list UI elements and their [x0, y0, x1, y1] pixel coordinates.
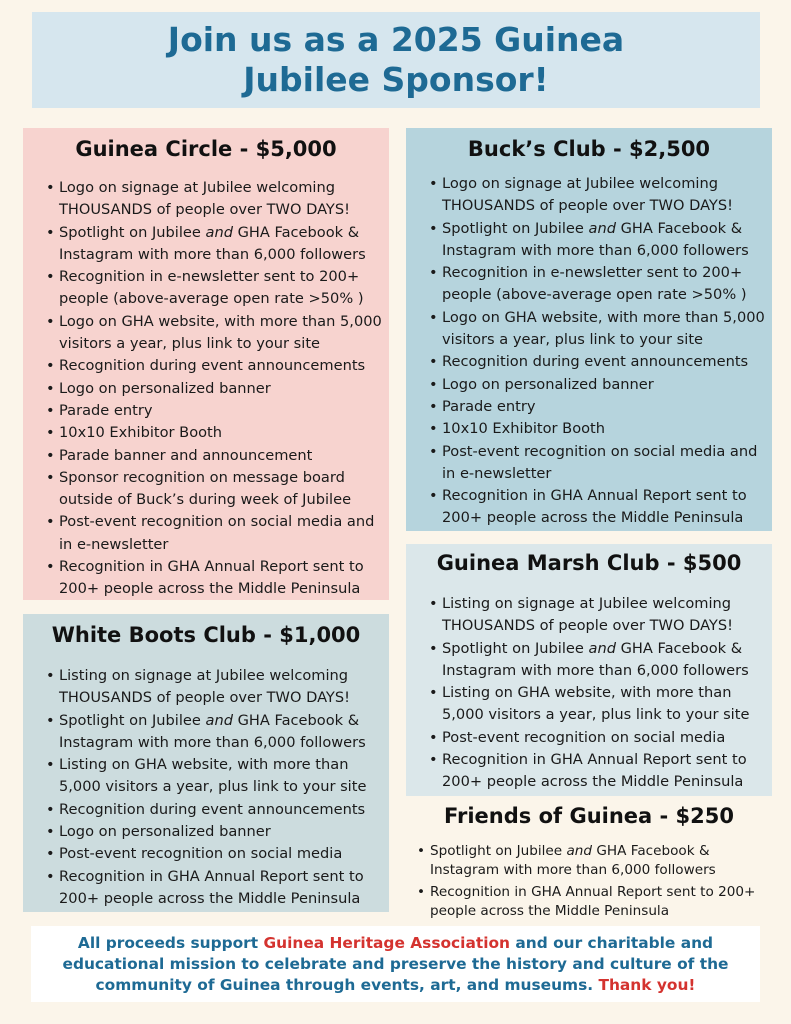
benefit-item: • Listing on GHA website, with more than 5,000 visitors a year, plus link to your site: [59, 754, 389, 799]
benefit-item: • Recognition during event announcements: [59, 799, 389, 821]
benefit-list: [23, 177, 389, 601]
tier-title: Guinea Circle - $5,000: [75, 137, 337, 161]
benefit-item: • 10x10 Exhibitor Booth: [442, 418, 772, 440]
benefit-item: • Listing on signage at Jubilee welcoming THOUSANDS of people over TWO DAYS!: [442, 593, 772, 638]
benefit-item: • Recognition in e-newsletter sent to 200+ people (above-average open rate >50% ): [442, 262, 772, 307]
benefit-item: • Logo on personalized banner: [59, 821, 389, 843]
benefit-item: • Spotlight on Jubilee and GHA Facebook & Instagram with more than 6,000 followers: [430, 842, 772, 880]
benefit-item: • Listing on GHA website, with more than 5,000 visitors a year, plus link to your site: [442, 682, 772, 727]
footer-message: [31, 926, 760, 1002]
benefit-item: • Logo on personalized banner: [59, 378, 389, 400]
benefit-item: • Recognition in GHA Annual Report sent to 200+ people across the Middle Peninsula: [442, 749, 772, 794]
header-banner: [32, 12, 760, 108]
benefit-item: • Listing on signage at Jubilee welcoming THOUSANDS of people over TWO DAYS!: [59, 665, 389, 710]
benefit-item: • Sponsor recognition on message board outside of Buck’s during week of Jubilee: [59, 467, 389, 512]
tier-title: Guinea Marsh Club - $500: [436, 551, 742, 575]
benefit-item: • Parade entry: [442, 396, 772, 418]
benefit-item: • Post-event recognition on social media and in e-newsletter: [442, 441, 772, 486]
benefit-item: • Logo on signage at Jubilee welcoming THOUSANDS of people over TWO DAYS!: [59, 177, 389, 222]
footer-text: [46, 933, 746, 996]
benefit-item: • Post-event recognition on social media: [59, 843, 389, 865]
tier-white-boots-club: [23, 614, 389, 912]
benefit-item: • Recognition during event announcements: [442, 351, 772, 373]
benefit-item: • Post-event recognition on social media: [442, 727, 772, 749]
benefit-item: • Parade banner and announcement: [59, 445, 389, 467]
benefit-item: • Spotlight on Jubilee and GHA Facebook & Instagram with more than 6,000 followers: [59, 222, 389, 267]
thank-you: Thank you!: [598, 975, 696, 994]
benefit-item: • Spotlight on Jubilee and GHA Facebook & Instagram with more than 6,000 followers: [59, 710, 389, 755]
benefit-item: • Logo on signage at Jubilee welcoming THOUSANDS of people over TWO DAYS!: [442, 173, 772, 218]
benefit-item: • Spotlight on Jubilee and GHA Facebook & Instagram with more than 6,000 followers: [442, 218, 772, 263]
benefit-list: [23, 665, 389, 910]
benefit-item: • 10x10 Exhibitor Booth: [59, 422, 389, 444]
tier-guinea-circle: [23, 128, 389, 600]
tier-guinea-marsh-club: [406, 544, 772, 796]
benefit-item: • Spotlight on Jubilee and GHA Facebook & Instagram with more than 6,000 followers: [442, 638, 772, 683]
benefit-item: • Logo on personalized banner: [442, 374, 772, 396]
benefit-item: • Recognition in GHA Annual Report sent to 200+ people across the Middle Peninsula: [430, 883, 772, 921]
tier-title: Friends of Guinea - $250: [443, 804, 734, 828]
benefit-list: [406, 593, 772, 794]
benefit-item: • Recognition in GHA Annual Report sent to 200+ people across the Middle Peninsula: [442, 485, 772, 530]
benefit-item: • Recognition in e-newsletter sent to 200+ people (above-average open rate >50% ): [59, 266, 389, 311]
benefit-item: • Logo on GHA website, with more than 5,000 visitors a year, plus link to your site: [59, 311, 389, 356]
benefit-item: • Recognition in GHA Annual Report sent to 200+ people across the Middle Peninsula: [59, 556, 389, 601]
tier-title: Buck’s Club - $2,500: [467, 137, 711, 161]
tier-title: White Boots Club - $1,000: [51, 623, 361, 647]
footer-part1: All proceeds support: [77, 933, 259, 952]
benefit-item: • Recognition during event announcements: [59, 355, 389, 377]
benefit-list: [406, 173, 772, 530]
tier-friends-of-guinea: [406, 800, 772, 920]
benefit-item: • Post-event recognition on social media and in e-newsletter: [59, 511, 389, 556]
benefit-item: • Recognition in GHA Annual Report sent to 200+ people across the Middle Peninsula: [59, 866, 389, 911]
benefit-item: • Parade entry: [59, 400, 389, 422]
org-name: Guinea Heritage Association: [263, 933, 510, 952]
benefit-item: • Logo on GHA website, with more than 5,000 visitors a year, plus link to your site: [442, 307, 772, 352]
tier-bucks-club: [406, 128, 772, 531]
benefit-list: [406, 842, 772, 921]
footer-part2: and our charitable and educational mission to celebrate and preserve the history and culture of the community of Guinea through events, art, and museums.: [62, 933, 729, 994]
page-title: Join us as a 2025 Guinea Jubilee Sponsor!: [167, 20, 625, 99]
